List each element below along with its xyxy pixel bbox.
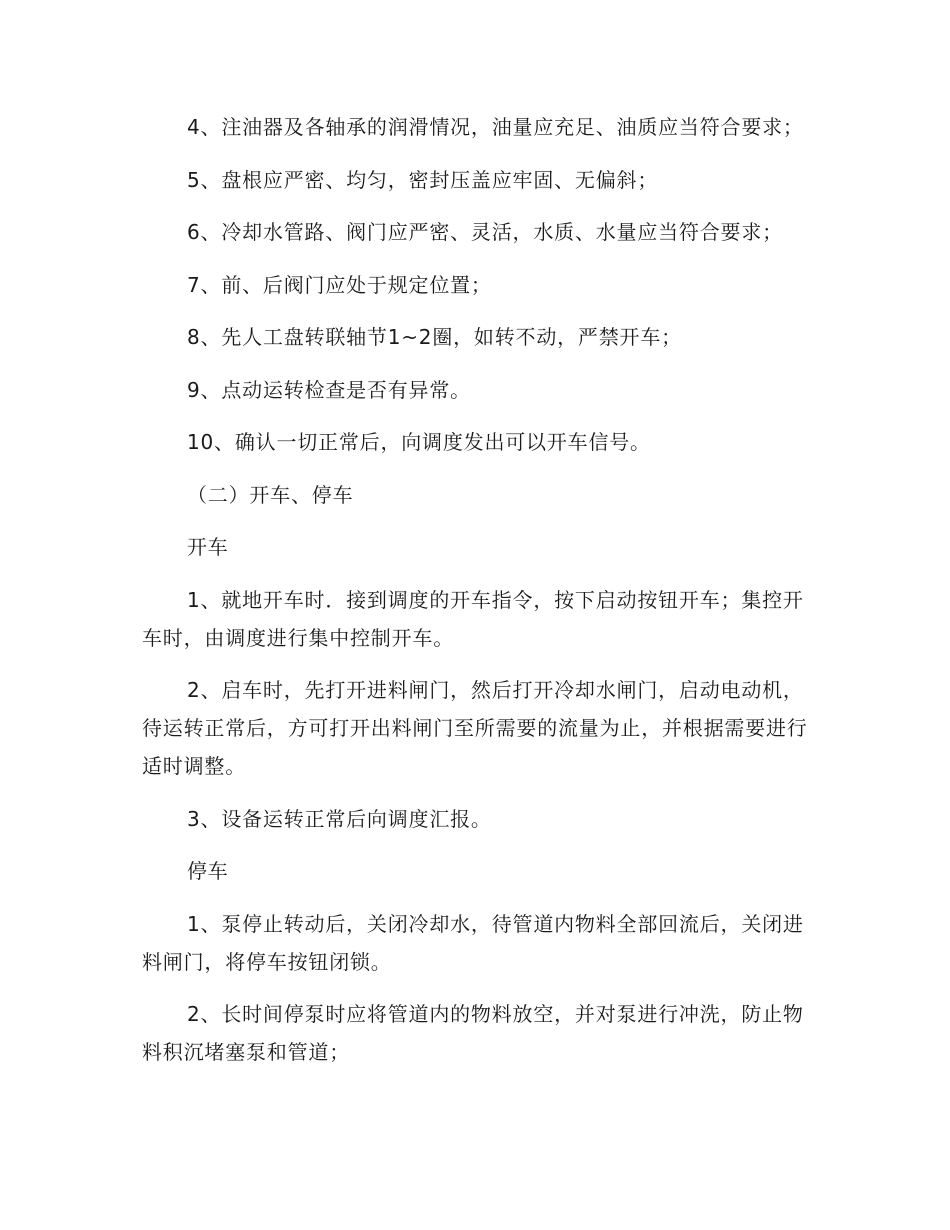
section-heading-start-stop: （二）开车、停车 (187, 482, 354, 507)
paragraph-long-stop: 2、长时间停泵时应将管道内的物料放空，并对泵进行冲洗，防止物料积沉堵塞泵和管道； (142, 1002, 804, 1064)
document-body (142, 108, 812, 1086)
paragraph-start-sequence: 2、启车时，先打开进料闸门，然后打开冷却水闸门，启动电动机，待运转正常后，方可打开出料闸门至所需要的流量为止，并根据需要进行适时调整。 (142, 678, 808, 778)
paragraph-signal-dispatch: 10、确认一切正常后，向调度发出可以开车信号。 (187, 430, 651, 454)
paragraph-start-local: 1、就地开车时．接到调度的开车指令，按下启动按钮开车；集控开车时，由调度进行集中控制开车。 (142, 587, 804, 650)
paragraph-turn-coupling: 8、先人工盘转联轴节1~2圈，如转不动，严禁开车； (187, 325, 682, 349)
subheading-start: 开车 (187, 535, 229, 559)
paragraph-check-valves: 7、前、后阀门应处于规定位置； (187, 272, 492, 297)
paragraph-jog-test: 9、点动运转检查是否有异常。 (187, 377, 471, 402)
paragraph-check-cooling-water: 6、冷却水管路、阀门应严密、灵活，水质、水量应当符合要求； (187, 220, 783, 244)
paragraph-check-lubrication: 4、注油器及各轴承的润滑情况，油量应充足、油质应当符合要求； (187, 115, 804, 139)
subheading-stop: 停车 (187, 859, 229, 883)
paragraph-report-dispatch: 3、设备运转正常后向调度汇报。 (187, 806, 492, 831)
paragraph-check-packing: 5、盘根应严密、均匀，密封压盖应牢固、无偏斜； (187, 167, 659, 192)
paragraph-stop-sequence: 1、泵停止转动后，关闭冷却水，待管道内物料全部回流后，关闭进料闸门，将停车按钮闭锁。 (142, 911, 804, 974)
